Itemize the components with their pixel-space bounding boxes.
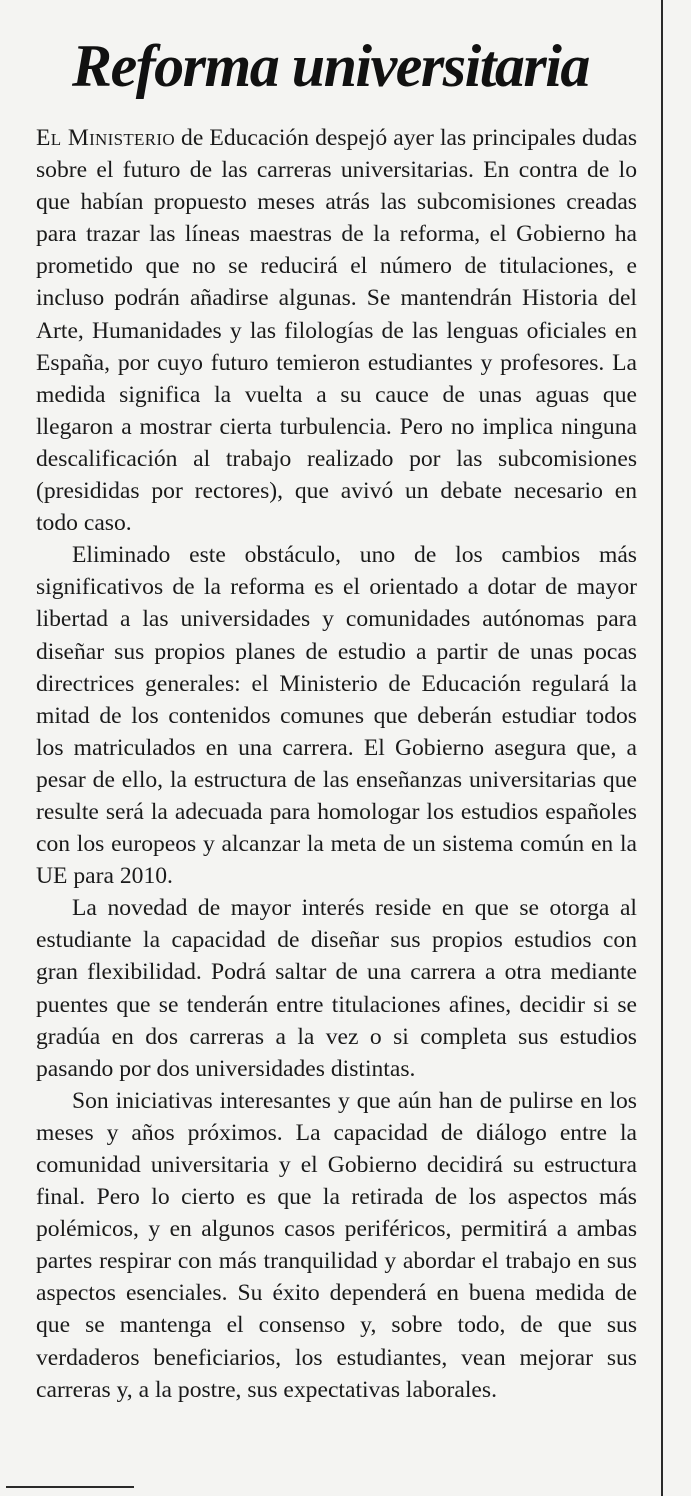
paragraph-2: Eliminado este obstáculo, uno de los cambios más significativos de la reforma es el orientado a dotar de mayor libertad a las universidades y comunidades autónomas para diseñar sus propios planes de estudio a partir de unas pocas directrices generales: el Ministerio de Educación regulará la mitad de los contenidos comunes que deberán estudiar todos los matriculados en una carrera. El Gobierno asegura que, a pesar de ello, la estructura de las enseñanzas universitarias que resulte será la adecuada para homologar los estudios españoles con los europeos y alcanzar la meta de un sistema común en la UE para 2010.	[36, 542, 637, 890]
lead-smallcaps: El Ministerio	[36, 125, 175, 151]
paragraph-1-text: de Educación despejó ayer las principales dudas sobre el futuro de las carreras universitarias. En contra de lo que habían propuesto meses atrás las subcomisiones creadas para trazar las líneas maestras de la reforma, el Gobierno ha prometido que no se reducirá el número de titulaciones, e incluso podrán añadirse algunas. Se mantendrán Historia del Arte, Humanidades y las filologías de las lenguas oficiales en España, por cuyo futuro temieron estudiantes y profesores. La medida significa la vuelta a su cauce de unas aguas que llegaron a mostrar cierta turbulencia. Pero no implica ninguna descalificación al trabajo realizado por las subcomisiones (presididas por rectores), que avivó un debate necesario en todo caso.	[36, 125, 637, 537]
headline: Reforma universitaria	[72, 33, 589, 99]
paragraph-3: La novedad de mayor interés reside en que se otorga al estudiante la capacidad de diseñar sus propios estudios con gran flexibilidad. Podrá saltar de una carrera a otra mediante puentes que se tenderán entre titulaciones afines, decidir si se gradúa en dos carreras a la vez o si completa sus estudios pasando por dos universidades distintas.	[36, 895, 637, 1082]
paragraph-4: Son iniciativas interesantes y que aún han de pulirse en los meses y años próximos. La capacidad de diálogo entre la comunidad universitaria y el Gobierno decidirá su estructura final. Pero lo cierto es que la retirada de los aspectos más polémicos, y en algunos casos periféricos, permitirá a ambas partes respirar con más tranquilidad y abordar el trabajo en sus aspectos esenciales. Su éxito dependerá en buena medida de que se mantenga el consenso y, sobre todo, de que sus verdaderos beneficiarios, los estudiantes, vean mejorar sus carreras y, a la postre, sus expectativas laborales.	[36, 1087, 637, 1403]
article-body	[36, 122, 637, 1406]
paragraph-1	[36, 122, 637, 539]
column-end-rule	[6, 1486, 134, 1488]
column-rule-right	[661, 0, 663, 1496]
